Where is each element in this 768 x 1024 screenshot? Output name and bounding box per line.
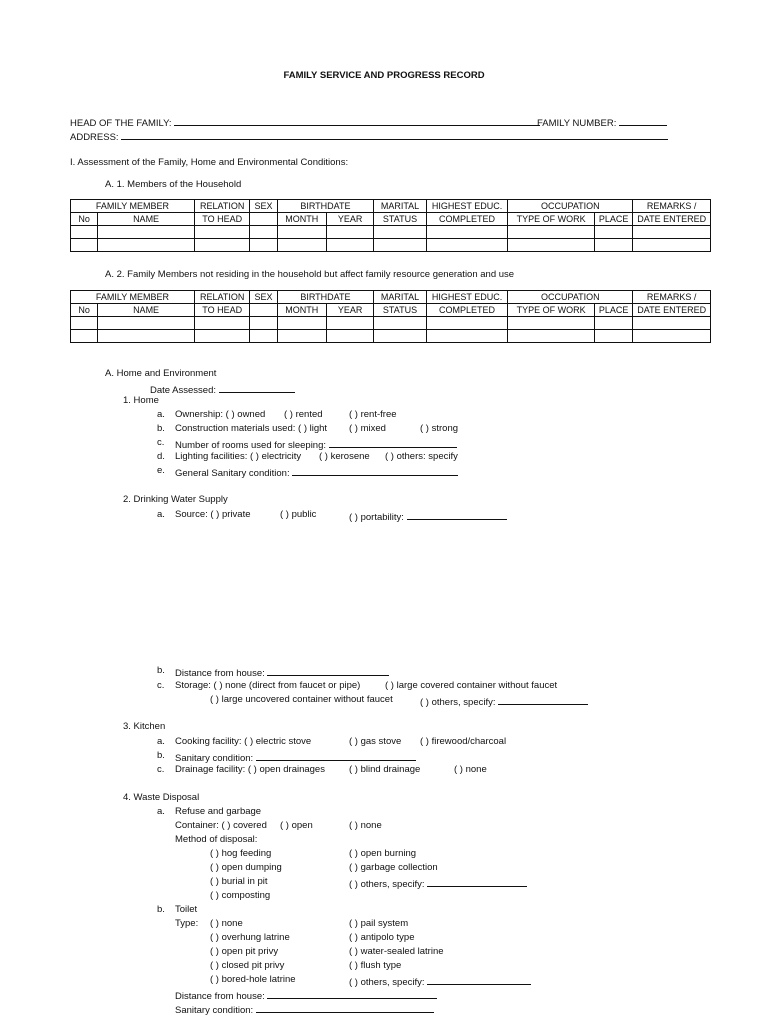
- container-open-option[interactable]: ( ) open: [280, 820, 313, 831]
- item-marker: c.: [157, 764, 165, 775]
- portability-label: ( ) portability:: [349, 512, 404, 523]
- burial-option[interactable]: ( ) burial in pit: [210, 876, 268, 887]
- col-occupation: OCCUPATION: [508, 291, 633, 304]
- head-of-family-input[interactable]: [174, 115, 540, 126]
- col-marital: MARITAL: [374, 200, 426, 213]
- portability-input[interactable]: [407, 509, 507, 520]
- kitchen-heading: 3. Kitchen: [123, 721, 166, 732]
- col-name: NAME: [98, 304, 195, 317]
- item-marker: c.: [157, 437, 165, 448]
- toilet-sanitary-field[interactable]: [175, 1002, 434, 1016]
- nonresident-members-table: [70, 290, 711, 343]
- hog-feeding-option[interactable]: ( ) hog feeding: [210, 848, 272, 859]
- table-subheader-row: [71, 304, 711, 317]
- method-label: Method of disposal:: [175, 834, 258, 845]
- lighting-others-option[interactable]: ( ) others: specify: [385, 451, 458, 462]
- col-to-head: TO HEAD: [194, 304, 249, 317]
- open-burning-option[interactable]: ( ) open burning: [349, 848, 417, 859]
- col-family-member: FAMILY MEMBER: [71, 200, 195, 213]
- toilet-heading: Toilet: [175, 904, 198, 915]
- col-month: MONTH: [277, 304, 326, 317]
- cooking-gas-option[interactable]: ( ) gas stove: [349, 736, 402, 747]
- drainage-blind-option[interactable]: ( ) blind drainage: [349, 764, 421, 775]
- construction-strong-option[interactable]: ( ) strong: [420, 423, 459, 434]
- water-distance-label: Distance from house:: [175, 668, 265, 679]
- col-completed: COMPLETED: [426, 304, 508, 317]
- col-marital: MARITAL: [374, 291, 426, 304]
- construction-light-option[interactable]: Construction materials used: ( ) light: [175, 423, 328, 434]
- address-input[interactable]: [121, 129, 668, 140]
- address-field[interactable]: [70, 129, 668, 143]
- sanitary-label: General Sanitary condition:: [175, 468, 290, 479]
- item-marker: b.: [157, 665, 165, 676]
- col-family-member: FAMILY MEMBER: [71, 291, 195, 304]
- waste-heading: 4. Waste Disposal: [123, 792, 200, 803]
- col-year: YEAR: [326, 213, 373, 226]
- table-header-row: [71, 200, 711, 213]
- drainage-open-option[interactable]: Drainage facility: ( ) open drainages: [175, 764, 325, 775]
- sanitary-field[interactable]: [175, 465, 458, 479]
- item-marker: a.: [157, 409, 165, 420]
- toilet-others-input[interactable]: [427, 974, 531, 985]
- open-dumping-option[interactable]: ( ) open dumping: [210, 862, 282, 873]
- head-of-family-field[interactable]: [70, 115, 540, 129]
- date-assessed-input[interactable]: [219, 382, 295, 393]
- lighting-electricity-option[interactable]: Lighting facilities: ( ) electricity: [175, 451, 302, 462]
- home-heading: 1. Home: [123, 395, 159, 406]
- storage-covered-option[interactable]: ( ) large covered container without faucet: [385, 680, 558, 691]
- refuse-heading: Refuse and garbage: [175, 806, 262, 817]
- item-marker: a.: [157, 806, 165, 817]
- family-number-label: FAMILY NUMBER:: [537, 118, 617, 129]
- col-no: No: [71, 304, 98, 317]
- flush-type-option[interactable]: ( ) flush type: [349, 960, 402, 971]
- cooking-firewood-option[interactable]: ( ) firewood/charcoal: [420, 736, 507, 747]
- antipolo-option[interactable]: ( ) antipolo type: [349, 932, 415, 943]
- col-date-entered: DATE ENTERED: [633, 304, 711, 317]
- col-name: NAME: [98, 213, 195, 226]
- item-marker: e.: [157, 465, 165, 476]
- item-marker: a.: [157, 509, 165, 520]
- col-to-head: TO HEAD: [194, 213, 249, 226]
- table-row[interactable]: [71, 317, 711, 330]
- water-heading: 2. Drinking Water Supply: [123, 494, 228, 505]
- closed-pit-option[interactable]: ( ) closed pit privy: [210, 960, 285, 971]
- table-row[interactable]: [71, 239, 711, 252]
- item-marker: c.: [157, 680, 165, 691]
- water-sealed-option[interactable]: ( ) water-sealed latrine: [349, 946, 444, 957]
- col-relation: RELATION: [194, 291, 249, 304]
- subsection-household: A. 1. Members of the Household: [105, 179, 242, 190]
- table-header-row: [71, 291, 711, 304]
- family-number-field[interactable]: [537, 115, 667, 129]
- toilet-type-label: Type:: [175, 918, 199, 929]
- head-of-family-label: HEAD OF THE FAMILY:: [70, 118, 172, 129]
- table-subheader-row: [71, 213, 711, 226]
- subsection-nonresident: A. 2. Family Members not residing in the household but affect family resource generation and use: [105, 269, 515, 280]
- family-number-input[interactable]: [619, 115, 667, 126]
- storage-others-field[interactable]: [420, 694, 588, 708]
- construction-mixed-option[interactable]: ( ) mixed: [349, 423, 386, 434]
- section-heading: I. Assessment of the Family, Home and Environmental Conditions:: [70, 157, 349, 168]
- col-sex: SEX: [250, 200, 277, 213]
- disposal-others-label: ( ) others, specify:: [349, 879, 425, 890]
- toilet-others-label: ( ) others, specify:: [349, 977, 425, 988]
- col-birthdate: BIRTHDATE: [277, 291, 374, 304]
- bored-hole-option[interactable]: ( ) bored-hole latrine: [210, 974, 296, 985]
- storage-others-label: ( ) others, specify:: [420, 697, 496, 708]
- col-month: MONTH: [277, 213, 326, 226]
- composting-option[interactable]: ( ) composting: [210, 890, 271, 901]
- water-distance-field[interactable]: [175, 665, 389, 679]
- col-remarks: REMARKS /: [633, 291, 711, 304]
- col-date-entered: DATE ENTERED: [633, 213, 711, 226]
- page-title: FAMILY SERVICE AND PROGRESS RECORD: [283, 70, 485, 81]
- garbage-collection-option[interactable]: ( ) garbage collection: [349, 862, 438, 873]
- address-label: ADDRESS:: [70, 132, 119, 143]
- col-status: STATUS: [374, 213, 426, 226]
- home-environment-heading: A. Home and Environment: [105, 368, 217, 379]
- col-education: HIGHEST EDUC.: [426, 291, 508, 304]
- portability-field[interactable]: [349, 509, 507, 523]
- item-marker: b.: [157, 904, 165, 915]
- ownership-rentfree-option[interactable]: ( ) rent-free: [349, 409, 397, 420]
- pail-system-option[interactable]: ( ) pail system: [349, 918, 409, 929]
- table-row[interactable]: [71, 226, 711, 239]
- col-type-of-work: TYPE OF WORK: [508, 213, 595, 226]
- ownership-rented-option[interactable]: ( ) rented: [284, 409, 323, 420]
- rooms-label: Number of rooms used for sleeping:: [175, 440, 327, 451]
- water-distance-input[interactable]: [267, 665, 389, 676]
- container-covered-option[interactable]: Container: ( ) covered: [175, 820, 267, 831]
- item-marker: b.: [157, 750, 165, 761]
- col-remarks: REMARKS /: [633, 200, 711, 213]
- table-row[interactable]: [71, 330, 711, 343]
- kitchen-sanitary-field[interactable]: [175, 750, 416, 764]
- ownership-owned-option[interactable]: Ownership: ( ) owned: [175, 409, 266, 420]
- col-sex-blank: [250, 304, 277, 317]
- date-assessed-label: Date Assessed:: [150, 385, 217, 396]
- disposal-others-field[interactable]: [349, 876, 527, 890]
- storage-none-option[interactable]: Storage: ( ) none (direct from faucet or pipe): [175, 680, 361, 691]
- source-public-option[interactable]: ( ) public: [280, 509, 317, 520]
- col-completed: COMPLETED: [426, 213, 508, 226]
- item-marker: a.: [157, 736, 165, 747]
- col-sex: SEX: [250, 291, 277, 304]
- col-birthdate: BIRTHDATE: [277, 200, 374, 213]
- col-status: STATUS: [374, 304, 426, 317]
- kitchen-sanitary-label: Sanitary condition:: [175, 753, 254, 764]
- cooking-electric-option[interactable]: Cooking facility: ( ) electric stove: [175, 736, 312, 747]
- col-education: HIGHEST EDUC.: [426, 200, 508, 213]
- container-none-option[interactable]: ( ) none: [349, 820, 382, 831]
- toilet-sanitary-label: Sanitary condition:: [175, 1005, 254, 1016]
- toilet-distance-input[interactable]: [267, 988, 437, 999]
- overhung-latrine-option[interactable]: ( ) overhung latrine: [210, 932, 290, 943]
- col-year: YEAR: [326, 304, 373, 317]
- col-sex-blank: [250, 213, 277, 226]
- date-assessed-field[interactable]: [150, 382, 295, 396]
- open-pit-option[interactable]: ( ) open pit privy: [210, 946, 279, 957]
- toilet-others-field[interactable]: [349, 974, 531, 988]
- source-private-option[interactable]: Source: ( ) private: [175, 509, 251, 520]
- col-no: No: [71, 213, 98, 226]
- rooms-input[interactable]: [329, 437, 457, 448]
- toilet-distance-field[interactable]: [175, 988, 437, 1002]
- lighting-kerosene-option[interactable]: ( ) kerosene: [319, 451, 370, 462]
- household-members-table: [70, 199, 711, 252]
- col-occupation: OCCUPATION: [508, 200, 633, 213]
- toilet-sanitary-input[interactable]: [256, 1002, 434, 1013]
- col-place: PLACE: [595, 213, 633, 226]
- disposal-others-input[interactable]: [427, 876, 527, 887]
- toilet-none-option[interactable]: ( ) none: [210, 918, 243, 929]
- col-relation: RELATION: [194, 200, 249, 213]
- item-marker: b.: [157, 423, 165, 434]
- sanitary-input[interactable]: [292, 465, 458, 476]
- storage-others-input[interactable]: [498, 694, 588, 705]
- col-type-of-work: TYPE OF WORK: [508, 304, 595, 317]
- storage-uncovered-option[interactable]: ( ) large uncovered container without faucet: [210, 694, 393, 705]
- rooms-field[interactable]: [175, 437, 457, 451]
- col-place: PLACE: [595, 304, 633, 317]
- item-marker: d.: [157, 451, 165, 462]
- kitchen-sanitary-input[interactable]: [256, 750, 416, 761]
- toilet-distance-label: Distance from house:: [175, 991, 265, 1002]
- drainage-none-option[interactable]: ( ) none: [454, 764, 487, 775]
